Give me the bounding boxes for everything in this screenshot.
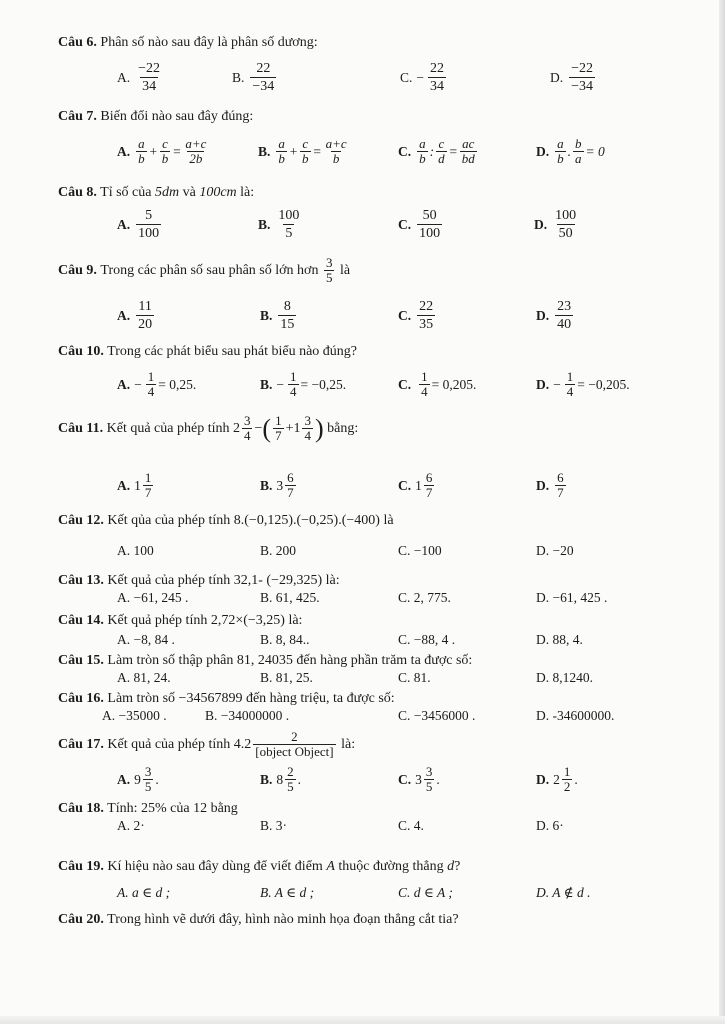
- q18-option-a[interactable]: A. 2·: [117, 818, 145, 833]
- q17-option-a[interactable]: A. 9 $\frac{3}{5}$ .: [117, 764, 159, 794]
- q12-option-d[interactable]: D. −20: [536, 543, 574, 558]
- q7-option-d[interactable]: D. $\frac{a}{b}$ . $\frac{b}{a}$ = 0: [536, 136, 605, 166]
- q11-option-a[interactable]: A. 1 $\frac{1}{7}$: [117, 470, 152, 500]
- scan-bottom-shade: [0, 1016, 725, 1024]
- q19-option-c[interactable]: C. d ∈ A ;: [398, 885, 453, 900]
- question-19: Câu 19. Kí hiệu nào sau đây dùng để viết điểm A thuộc đường thẳng d?: [58, 859, 461, 874]
- question-11: Câu 11. Kết quả của phép tính 2 $\frac{3}{4}$ − ( $\frac{1}{7}$ +1 $\frac{3}{4}$ ) bằng:: [58, 413, 359, 443]
- q15-option-b[interactable]: B. 81, 25.: [260, 670, 313, 685]
- question-6: [58, 34, 698, 52]
- question-20: Câu 20. Trong hình vẽ dưới đây, hình nào minh họa đoạn thẳng cắt tia?: [58, 912, 459, 927]
- q14-option-a[interactable]: A. −8, 84 .: [117, 632, 175, 647]
- q16-option-a[interactable]: A. −35000 .: [102, 708, 167, 723]
- question-16: Câu 16. Làm tròn số −34567899 đến hàng triệu, ta được số:: [58, 691, 395, 706]
- q10-option-c[interactable]: C. $\frac{1}{4}$ = 0,205.: [398, 369, 477, 399]
- q7-option-c[interactable]: C. $\frac{a}{b}$ : $\frac{c}{d}$ = $\frac{ac}{bd}$: [398, 136, 475, 166]
- q15-option-d[interactable]: D. 8,1240.: [536, 670, 593, 685]
- q8-option-b[interactable]: B. $\frac{100}{5}$: [258, 208, 300, 241]
- q11-option-d[interactable]: D. $\frac{6}{7}$: [536, 470, 564, 500]
- q12-option-b[interactable]: B. 200: [260, 543, 297, 558]
- q19-option-b[interactable]: B. A ∈ d ;: [260, 885, 315, 900]
- q11-option-c[interactable]: C. 1 $\frac{6}{7}$: [398, 470, 433, 500]
- q7-option-a[interactable]: A. $\frac{a}{b}$ + $\frac{c}{b}$ = $\frac{a+c}{2b}$: [117, 136, 207, 166]
- question-7: Câu 7. Biến đổi nào sau đây đúng:: [58, 109, 254, 124]
- q18-option-b[interactable]: B. 3·: [260, 818, 287, 833]
- question-10: Câu 10. Trong các phát biểu sau phát biểu nào đúng?: [58, 344, 358, 359]
- q13-option-b[interactable]: B. 61, 425.: [260, 590, 320, 605]
- q17-option-b[interactable]: B. 8 $\frac{2}{5}$ .: [260, 764, 302, 794]
- q16-option-b[interactable]: B. −34000000 .: [205, 708, 290, 723]
- q18-option-c[interactable]: C. 4.: [398, 818, 424, 833]
- q11-option-b[interactable]: B. 3 $\frac{6}{7}$: [260, 470, 294, 500]
- q8-option-d[interactable]: D. $\frac{100}{50}$: [534, 208, 577, 241]
- q17-option-c[interactable]: C. 3 $\frac{3}{5}$ .: [398, 764, 440, 794]
- question-12: Câu 12. Kết qủa của phép tính 8.(−0,125).(−0,25).(−400) là: [58, 513, 394, 528]
- question-text: Phân số nào sau đây là phân số dương:: [100, 35, 318, 50]
- question-14: Câu 14. Kết quả phép tính 2,72×(−3,25) là:: [58, 613, 303, 628]
- q14-option-c[interactable]: C. −88, 4 .: [398, 632, 456, 647]
- q6-option-d[interactable]: D. $\frac{-22}{-34}$: [550, 61, 594, 94]
- q10-option-b[interactable]: B. − $\frac{1}{4}$ = −0,25.: [260, 369, 347, 399]
- q12-option-a[interactable]: A. 100: [117, 543, 154, 558]
- q6-option-c[interactable]: C. − $\frac{22}{34}$: [400, 61, 445, 94]
- q19-option-a[interactable]: A. a ∈ d ;: [117, 885, 171, 900]
- q9-option-b[interactable]: B. $\frac{8}{15}$: [260, 299, 295, 332]
- q13-option-d[interactable]: D. −61, 425 .: [536, 590, 608, 605]
- q10-option-a[interactable]: A. − $\frac{1}{4}$ = 0,25.: [117, 369, 197, 399]
- question-15: Câu 15. Làm tròn số thập phân 81, 24035 đến hàng phần trăm ta được số:: [58, 653, 473, 668]
- q13-option-c[interactable]: C. 2, 775.: [398, 590, 451, 605]
- q14-option-b[interactable]: B. 8, 84..: [260, 632, 310, 647]
- q9-option-a[interactable]: A. $\frac{11}{20}$: [117, 299, 153, 332]
- question-17: Câu 17. Kết quả của phép tính 4. 2 $\frac{2}{\text{[object Object]}}$ là:: [58, 729, 356, 759]
- q17-option-d[interactable]: D. 2 $\frac{1}{2}$ .: [536, 764, 578, 794]
- q9-option-c[interactable]: C. $\frac{22}{35}$: [398, 299, 434, 332]
- q16-option-d[interactable]: D. -34600000.: [536, 708, 615, 723]
- q13-option-a[interactable]: A. −61, 245 .: [117, 590, 189, 605]
- q14-option-d[interactable]: D. 88, 4.: [536, 632, 583, 647]
- q15-option-c[interactable]: C. 81.: [398, 670, 431, 685]
- q7-option-b[interactable]: B. $\frac{a}{b}$ + $\frac{c}{b}$ = $\frac{a+c}{b}$: [258, 136, 347, 166]
- q12-option-c[interactable]: C. −100: [398, 543, 442, 558]
- question-8: Câu 8. Tỉ số của 5dm và 100cm là:: [58, 185, 255, 200]
- q16-option-c[interactable]: C. −3456000 .: [398, 708, 476, 723]
- q8-option-c[interactable]: C. $\frac{50}{100}$: [398, 208, 441, 241]
- question-13: Câu 13. Kết quả của phép tính 32,1- (−29,325) là:: [58, 573, 340, 588]
- q19-option-d[interactable]: D. A ∉ d .: [536, 885, 591, 900]
- q18-option-d[interactable]: D. 6·: [536, 818, 564, 833]
- q15-option-a[interactable]: A. 81, 24.: [117, 670, 171, 685]
- q6-option-a[interactable]: A. $\frac{-22}{34}$: [117, 61, 161, 94]
- q10-option-d[interactable]: D. − $\frac{1}{4}$ = −0,205.: [536, 369, 630, 399]
- q9-option-d[interactable]: D. $\frac{23}{40}$: [536, 299, 572, 332]
- question-18: Câu 18. Tính: 25% của 12 bằng: [58, 801, 238, 816]
- question-number: Câu 6.: [58, 35, 97, 50]
- q6-option-b[interactable]: B. $\frac{22}{-34}$: [232, 61, 275, 94]
- question-9: Câu 9. Trong các phân số sau phân số lớn hơn $\frac{3}{5}$ là: [58, 255, 351, 285]
- scan-edge: [719, 0, 725, 1024]
- q8-option-a[interactable]: A. $\frac{5}{100}$: [117, 208, 160, 241]
